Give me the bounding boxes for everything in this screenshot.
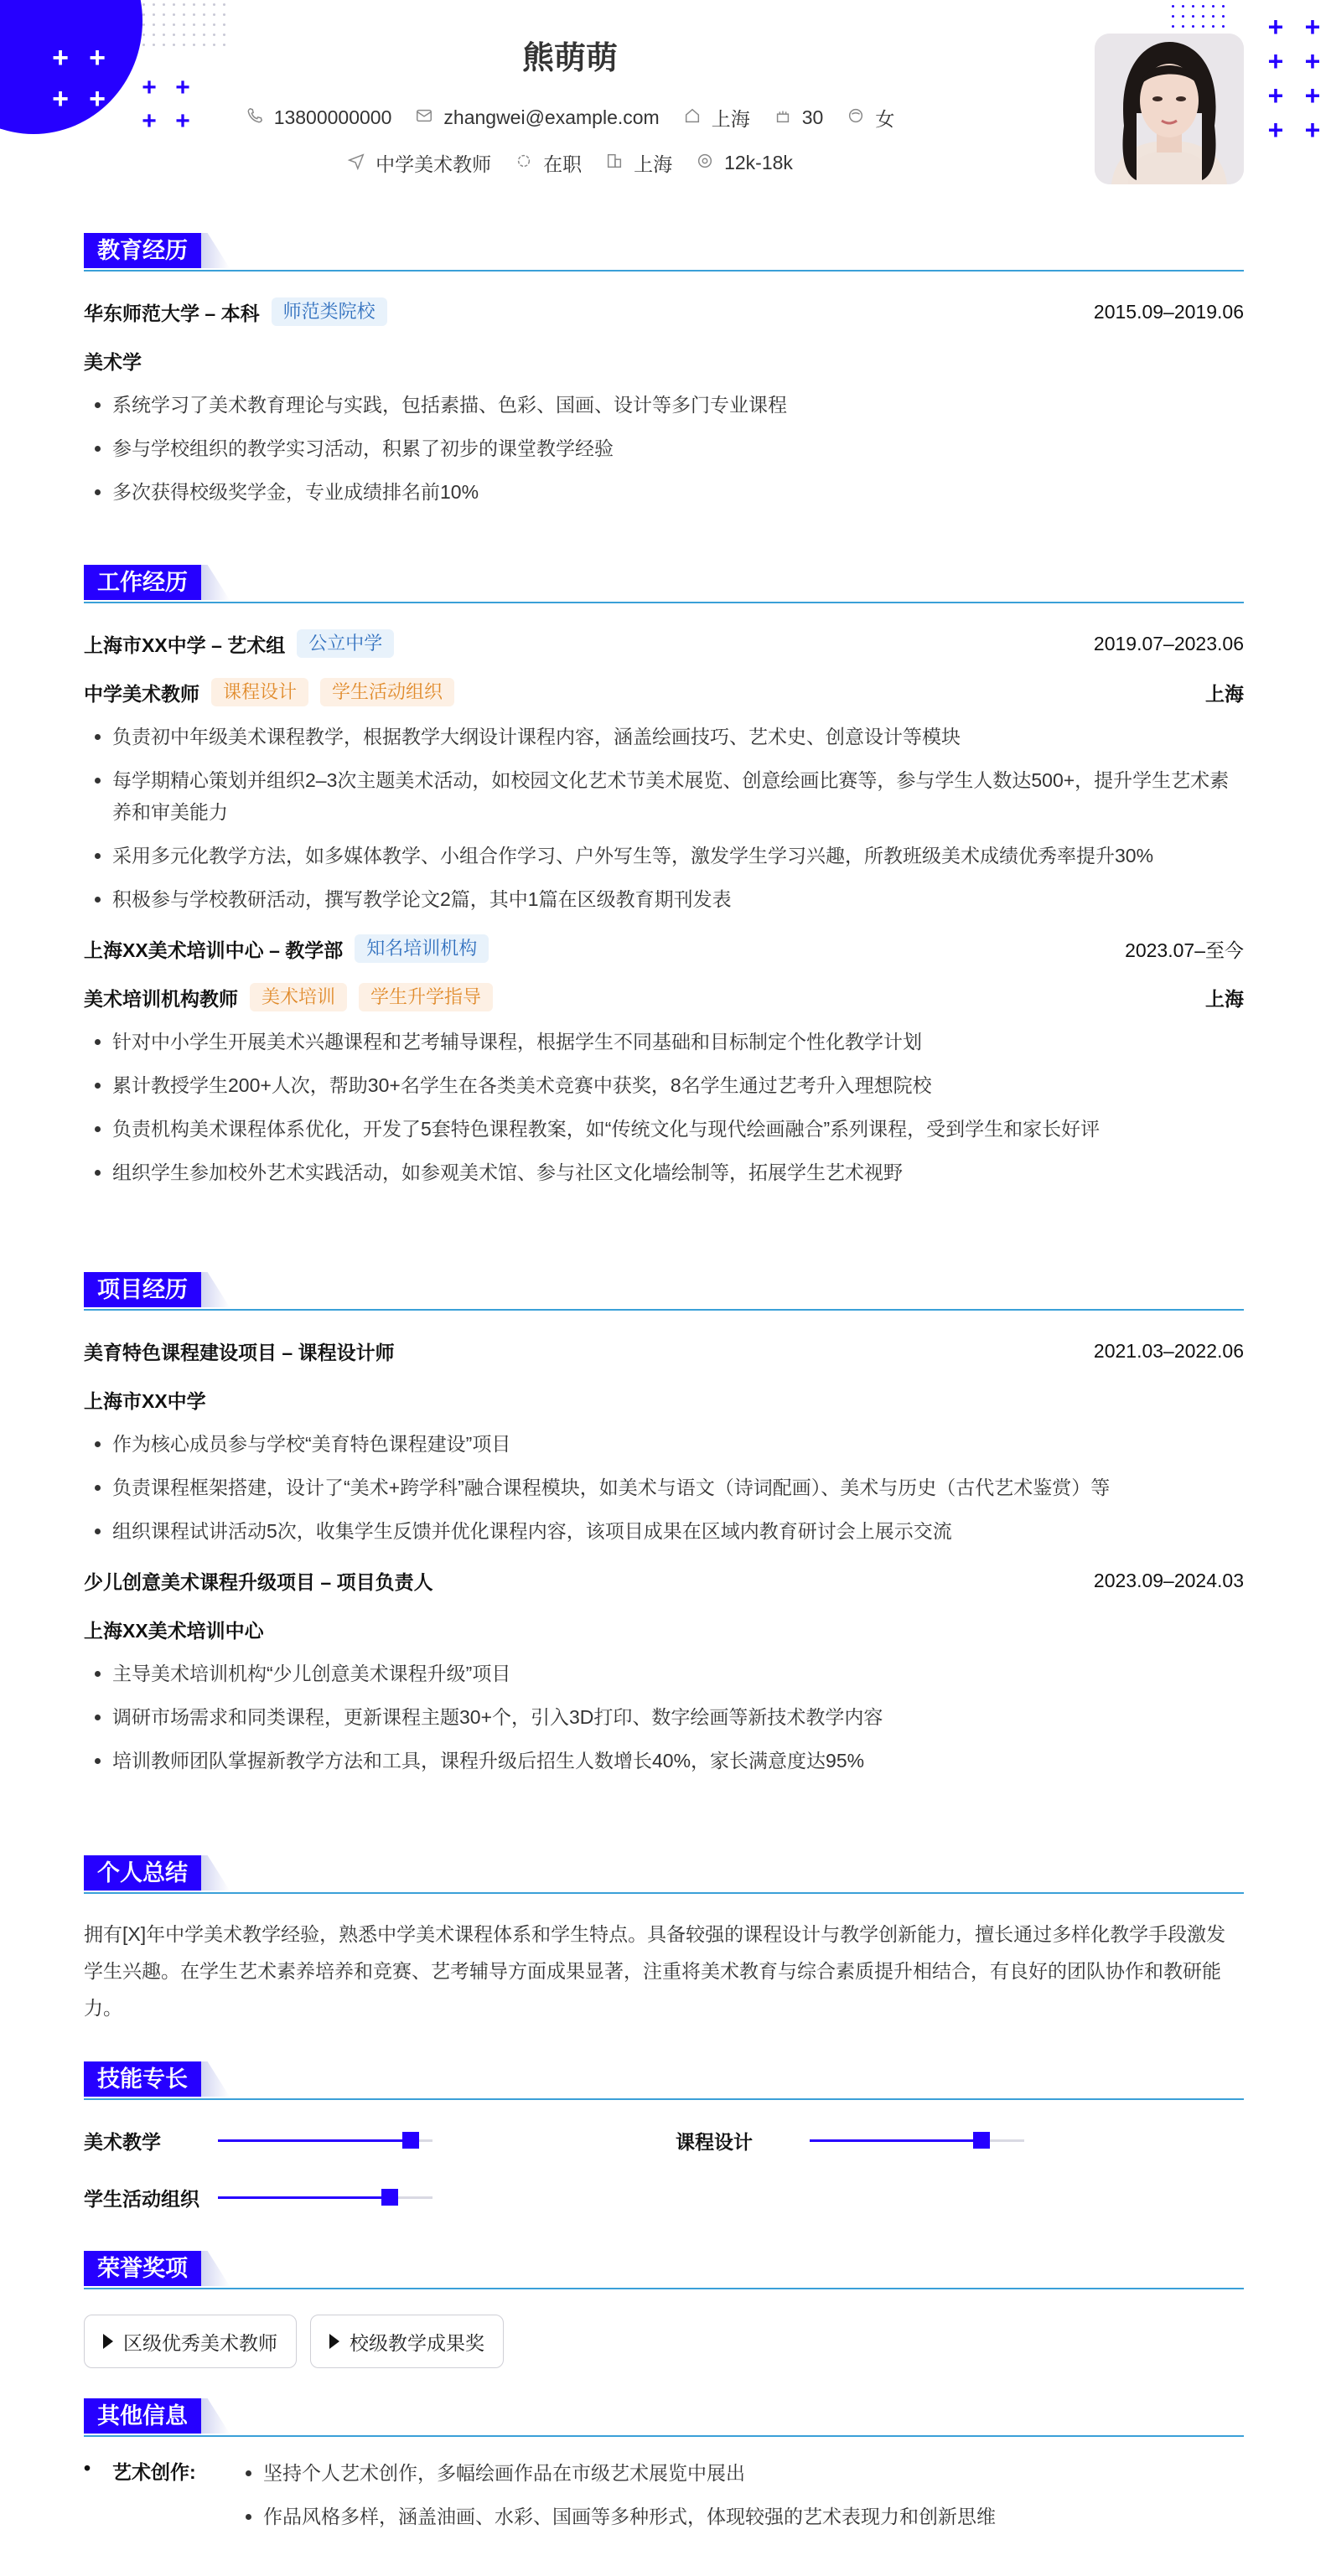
entry-date: 2015.09–2019.06 xyxy=(1093,300,1244,323)
entry-header xyxy=(84,627,1244,660)
building-icon xyxy=(605,152,624,175)
project-org: 上海XX美术培训中心 xyxy=(84,1619,264,1642)
section-divider xyxy=(84,2098,1244,2100)
education-section xyxy=(84,233,1244,520)
position-info xyxy=(347,149,491,177)
honors-section xyxy=(84,2251,1244,2368)
project-entry xyxy=(84,1564,1244,1777)
bullet-list xyxy=(84,1658,1244,1777)
status-value: 在职 xyxy=(543,153,583,175)
candidate-name: 熊萌萌 xyxy=(521,41,618,76)
age-icon xyxy=(774,106,792,130)
list-item: • 采用多元化教学方法，如多媒体教学、小组合作学习、户外写生等，激发学生学习兴趣，所教班级美术成绩优秀率提升30% xyxy=(112,840,1244,872)
position-value: 中学美术教师 xyxy=(375,153,492,175)
skills-section xyxy=(84,2061,1244,2244)
list-item: • 负责课程框架搭建，设计了“美术+跨学科”融合课程模块，如美术与语文（诗词配画）、美术与历史（古代艺术鉴赏）等 xyxy=(112,1472,1244,1503)
age-value: 30 xyxy=(801,106,824,128)
list-item: • 积极参与学校教研活动，撰写教学论文2篇，其中1篇在区级教育期刊发表 xyxy=(112,883,1244,915)
section-title: 技能专长 xyxy=(84,2061,201,2097)
list-item: • 作为核心成员参与学校“美育特色课程建设”项目 xyxy=(112,1428,1244,1460)
major: 美术学 xyxy=(84,350,142,373)
role-title: 美术培训机构教师 xyxy=(84,987,238,1010)
skills-list xyxy=(84,2118,1244,2244)
list-item: • 累计教授学生200+人次，帮助30+名学生在各类美术竞赛中获奖，8名学生通过艺考升入理想院校 xyxy=(112,1069,1244,1101)
decorative-dot-grid xyxy=(1172,5,1225,28)
list-item: • 组织课程试讲活动5次，收集学生反馈并优化课程内容，该项目成果在区域内教育研讨会上展示交流 xyxy=(112,1515,1244,1547)
location-info xyxy=(683,104,750,132)
gender-icon xyxy=(847,106,865,130)
honors-list xyxy=(84,2315,1244,2368)
role-row xyxy=(84,675,1244,709)
role-tag: 学生升学指导 xyxy=(359,983,493,1011)
avatar xyxy=(1095,34,1244,184)
email-value: zhangwei@example.com xyxy=(443,106,660,128)
job-intent-row xyxy=(168,149,972,177)
section-title: 其他信息 xyxy=(84,2398,201,2434)
company-name: 上海XX美术培训中心 – 教学部 xyxy=(84,939,344,961)
school-name: 华东师范大学 – 本科 xyxy=(84,302,260,324)
email-info xyxy=(415,106,659,130)
phone-icon xyxy=(246,106,264,130)
section-divider xyxy=(84,602,1244,603)
list-item: • 主导美术培训机构“少儿创意美术课程升级”项目 xyxy=(112,1658,1244,1689)
entry-header xyxy=(84,1334,1244,1368)
entry-date: 2023.09–2024.03 xyxy=(1093,1569,1244,1591)
other-section xyxy=(84,2398,1244,2544)
section-title: 项目经历 xyxy=(84,1272,201,1307)
summary-text: 拥有[X]年中学美术教学经验，熟悉中学美术课程体系和学生特点。具备较强的课程设计与教学创新能力，擅长通过多样化教学手段激发学生兴趣。在学生艺术素养培养和竞赛、艺考辅导方面成果显著，注重将美术教育与综合素质提升相结合，有良好的团队协作和教研能力。 xyxy=(84,1923,1226,2019)
list-item: • 组织学生参加校外艺术实践活动，如参观美术馆、参与社区文化墙绘制等，拓展学生艺术视野 xyxy=(112,1156,1244,1188)
city-value: 上海 xyxy=(634,153,673,175)
other-row xyxy=(84,2457,1244,2544)
gender-value: 女 xyxy=(875,108,895,130)
other-label: • 艺术创作: xyxy=(84,2457,238,2544)
role-tag: 美术培训 xyxy=(250,983,347,1011)
skill-item xyxy=(84,2127,432,2154)
entry-header xyxy=(84,1564,1244,1597)
mail-icon xyxy=(415,106,433,130)
list-item: • 针对中小学生开展美术兴趣课程和艺考辅导课程，根据学生不同基础和目标制定个性化教学计划 xyxy=(112,1026,1244,1058)
bullet-list xyxy=(84,1428,1244,1547)
city-info xyxy=(605,149,672,177)
salary-info xyxy=(696,152,793,175)
section-title: 教育经历 xyxy=(84,233,201,268)
skill-bar xyxy=(218,2196,432,2199)
skill-name: 学生活动组织 xyxy=(84,2188,199,2210)
role-row xyxy=(84,980,1244,1014)
entry-header xyxy=(84,932,1244,965)
role-title: 中学美术教师 xyxy=(84,682,199,705)
project-title: 少儿创意美术课程升级项目 – 项目负责人 xyxy=(84,1570,433,1593)
list-item: • 坚持个人艺术创作，多幅绘画作品在市级艺术展览中展出 xyxy=(263,2457,996,2489)
section-divider xyxy=(84,2435,1244,2437)
work-section xyxy=(84,565,1244,1200)
phone-value: 13800000000 xyxy=(273,106,392,128)
age-info xyxy=(774,106,824,130)
skill-name: 课程设计 xyxy=(676,2131,753,2153)
list-item: • 多次获得校级奖学金，专业成绩排名前10% xyxy=(112,476,1244,508)
section-divider xyxy=(84,1892,1244,1894)
play-triangle-icon xyxy=(329,2334,339,2349)
honor-item xyxy=(84,2315,297,2368)
list-item: • 负责初中年级美术课程教学，根据教学大纲设计课程内容，涵盖绘画技巧、艺术史、创意设计等模块 xyxy=(112,721,1244,753)
section-divider xyxy=(84,1309,1244,1311)
bullet-list xyxy=(84,721,1244,915)
skill-bar xyxy=(218,2139,432,2142)
play-triangle-icon xyxy=(103,2334,113,2349)
school-tag: 师范类院校 xyxy=(272,297,387,326)
entry-date: 2023.07–至今 xyxy=(1125,939,1244,961)
salary-icon xyxy=(696,152,714,175)
send-icon xyxy=(347,152,365,175)
gender-info xyxy=(847,104,894,132)
major-row xyxy=(84,344,1244,377)
section-header xyxy=(84,1272,1244,1311)
project-entry xyxy=(84,1334,1244,1547)
role-tag: 学生活动组织 xyxy=(320,678,454,706)
list-item: • 每学期精心策划并组织2–3次主题美术活动，如校园文化艺术节美术展览、创意绘画比赛等，参与学生人数达500+，提升学生艺术素养和审美能力 xyxy=(112,764,1244,828)
skill-item xyxy=(676,2127,1024,2154)
home-icon xyxy=(683,106,702,130)
entry-date: 2019.07–2023.06 xyxy=(1093,632,1244,654)
project-org-row xyxy=(84,1612,1244,1646)
company-tag: 公立中学 xyxy=(297,629,394,658)
list-item: • 负责机构美术课程体系优化，开发了5套特色课程教案，如“传统文化与现代绘画融合”系列课程，受到学生和家长好评 xyxy=(112,1113,1244,1145)
phone-info xyxy=(246,106,392,130)
decorative-plus-grid: + + + + xyxy=(142,74,190,135)
status-info xyxy=(515,149,582,177)
entry-header xyxy=(84,295,1244,328)
work-entry xyxy=(84,932,1244,1188)
other-list xyxy=(238,2457,996,2544)
list-item: • 参与学校组织的教学实习活动，积累了初步的课堂教学经验 xyxy=(112,432,1244,464)
section-title: 荣誉奖项 xyxy=(84,2251,201,2286)
section-header xyxy=(84,233,1244,272)
section-header xyxy=(84,565,1244,603)
section-divider xyxy=(84,2288,1244,2289)
honor-label: 校级教学成果奖 xyxy=(350,2331,484,2354)
project-org-row xyxy=(84,1383,1244,1416)
list-item: • 系统学习了美术教育理论与实践，包括素描、色彩、国画、设计等多门专业课程 xyxy=(112,389,1244,421)
project-org: 上海市XX中学 xyxy=(84,1389,206,1412)
education-entry xyxy=(84,295,1244,508)
role-tag: 课程设计 xyxy=(211,678,308,706)
work-location: 上海 xyxy=(1205,987,1244,1010)
skill-bar xyxy=(810,2139,1024,2142)
status-icon xyxy=(515,152,533,175)
section-title: 个人总结 xyxy=(84,1855,201,1891)
honor-item xyxy=(310,2315,504,2368)
contact-row xyxy=(168,104,972,132)
entry-date: 2021.03–2022.06 xyxy=(1093,1339,1244,1362)
section-divider xyxy=(84,270,1244,272)
project-section xyxy=(84,1272,1244,1788)
honor-label: 区级优秀美术教师 xyxy=(123,2331,277,2354)
decorative-plus-grid: + + + + xyxy=(52,42,106,115)
section-header xyxy=(84,2061,1244,2100)
work-location: 上海 xyxy=(1205,682,1244,705)
work-entry xyxy=(84,627,1244,915)
other-content xyxy=(84,2457,1244,2544)
skill-item xyxy=(84,2184,432,2211)
list-item: • 培训教师团队掌握新教学方法和工具，课程升级后招生人数增长40%，家长满意度达95% xyxy=(112,1745,1244,1777)
skill-name: 美术教学 xyxy=(84,2131,161,2153)
section-header xyxy=(84,2398,1244,2437)
project-title: 美育特色课程建设项目 – 课程设计师 xyxy=(84,1341,395,1363)
summary-section xyxy=(84,1855,1244,2026)
bullet-list xyxy=(84,1026,1244,1188)
section-title: 工作经历 xyxy=(84,565,201,600)
company-tag: 知名培训机构 xyxy=(355,934,489,963)
salary-value: 12k-18k xyxy=(724,152,793,173)
section-header xyxy=(84,2251,1244,2289)
list-item: • 作品风格多样，涵盖油画、水彩、国画等多种形式，体现较强的艺术表现力和创新思维 xyxy=(263,2501,996,2532)
list-item: • 调研市场需求和同类课程，更新课程主题30+个，引入3D打印、数字绘画等新技术教学内容 xyxy=(112,1701,1244,1733)
company-name: 上海市XX中学 – 艺术组 xyxy=(84,634,286,656)
bullet-list xyxy=(84,389,1244,508)
location-value: 上海 xyxy=(711,108,750,130)
decorative-plus-grid: + + + + + + + + xyxy=(1267,12,1321,145)
section-header xyxy=(84,1855,1244,1894)
